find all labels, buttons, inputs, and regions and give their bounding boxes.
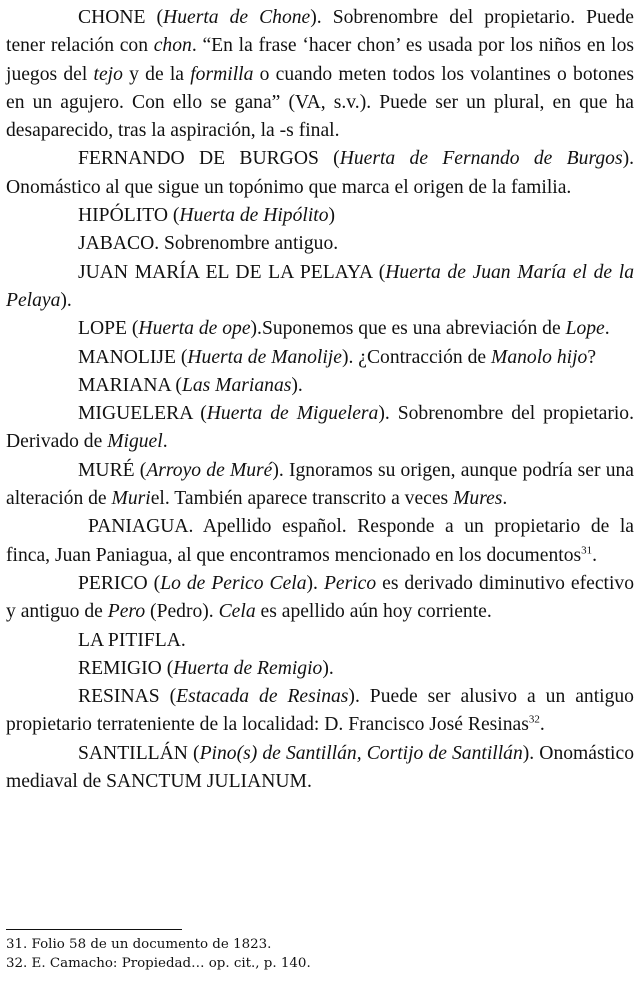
entry-text: .: [592, 544, 598, 566]
footnote-divider: [6, 929, 182, 930]
italic-text: Huerta de Remigio: [173, 657, 323, 679]
italic-text: Lo de Perico Cela: [160, 572, 307, 594]
entry-miguelera: [6, 400, 634, 457]
entry-resinas: [6, 683, 634, 740]
entry-text: el. También aparece transcrito a veces: [150, 488, 454, 510]
entry-text: ).: [322, 657, 334, 679]
entry-hipolito: [6, 202, 634, 230]
italic-text: Huerta de Chone: [163, 7, 311, 28]
toponym-entries: [6, 4, 634, 796]
entry-text: LOPE (: [78, 318, 139, 340]
entry-text: .: [539, 714, 545, 736]
entry-text: ). Onomástico mediaval de SANCTUM JULIANUM.: [6, 742, 634, 793]
entry-text: .: [502, 488, 508, 510]
entry-paniagua: [6, 513, 634, 570]
entry-text: . “En la frase ‘hacer chon’ es usada por los niños en los juegos del: [6, 35, 634, 85]
italic-text: Muri: [111, 488, 151, 510]
italic-text: Estacada de Resinas: [176, 686, 349, 708]
entry-text: (Pedro).: [145, 601, 219, 623]
entry-text: ): [328, 205, 336, 227]
entry-la-pitifla: [6, 627, 634, 655]
italic-text: Huerta de Miguelera: [206, 403, 379, 425]
entry-text: SANTILLÁN (: [78, 742, 200, 764]
entry-text: es derivado diminutivo efectivo y antiguo de: [6, 572, 635, 623]
italic-text: Huerta de Hipólito: [179, 205, 329, 227]
entry-perico: [6, 570, 634, 627]
entry-text: JABACO. Sobrenombre antiguo.: [78, 233, 339, 255]
entry-text: FERNANDO DE BURGOS (: [78, 148, 340, 170]
italic-text: chon: [153, 35, 192, 57]
entry-text: PERICO (: [78, 572, 161, 594]
entry-text: ).: [60, 289, 72, 311]
entry-juan-maria-el-de-la-pelaya: [6, 259, 634, 316]
entry-text: .: [162, 431, 168, 453]
italic-text: Huerta de Fernando de Burgos: [339, 148, 623, 170]
entry-chone: [6, 4, 634, 145]
entry-text: PANIAGUA. Apellido español. Responde a un propietario de la finca, Juan Paniagua, al que encontramos mencionado en los documentos: [6, 516, 634, 566]
italic-text: tejo: [93, 63, 123, 85]
document-page: [6, 4, 634, 796]
entry-text: y de la: [122, 63, 191, 85]
entry-text: HIPÓLITO (: [78, 205, 180, 227]
italic-text: Mures: [453, 488, 503, 510]
entry-mure: [6, 457, 634, 514]
footnote-32: 32. E. Camacho: Propiedad… op. cit., p. 140.: [6, 956, 311, 971]
italic-text: Huerta de ope: [138, 318, 251, 340]
italic-text: Huerta de Manolije: [187, 346, 342, 368]
footnote-31: 31. Folio 58 de un documento de 1823.: [6, 937, 272, 952]
entry-text: ).: [291, 374, 303, 396]
entry-text: JUAN MARÍA EL DE LA PELAYA (: [78, 261, 386, 283]
entry-fernando-de-burgos: [6, 145, 634, 202]
entry-text: MANOLIJE (: [78, 346, 188, 368]
entry-text: MURÉ (: [78, 459, 147, 481]
entry-text: LA PITIFLA.: [78, 629, 186, 651]
entry-text: o cuando meten todos los volantines o botones en un agujero. Con ello se gana” (VA, s.v.). Puede ser un plural, en que ha desaparecido, tras la aspiración, la -s final.: [6, 63, 634, 142]
italic-text: Huerta de Juan María el de la Pelaya: [6, 261, 635, 311]
entry-text: ).Suponemos que es una abreviación de: [250, 318, 566, 340]
italic-text: Perico: [323, 572, 377, 594]
italic-text: Arroyo de Muré: [146, 459, 273, 481]
italic-text: Cela: [218, 601, 256, 623]
entry-santillan: [6, 740, 634, 797]
entry-lope: [6, 315, 634, 343]
entry-text: ).: [306, 572, 324, 594]
italic-text: Lope: [565, 318, 605, 340]
footnotes: [6, 935, 634, 973]
entry-text: ?: [587, 346, 597, 368]
italic-text: Miguel: [107, 431, 163, 453]
entry-text: REMIGIO (: [78, 657, 174, 679]
entry-text: ). Onomástico al que sigue un topónimo que marca el origen de la familia.: [6, 148, 635, 198]
entry-text: MARIANA (: [78, 374, 182, 396]
footnote-ref: 31: [581, 544, 593, 557]
italic-text: Manolo hijo: [491, 346, 588, 368]
entry-text: ). Ignoramos su origen, aunque podría ser una alteración de: [6, 459, 634, 510]
entry-text: MIGUELERA (: [78, 403, 207, 425]
italic-text: Pino(s) de Santillán, Cortijo de Santillán: [199, 742, 523, 764]
entry-text: .: [604, 318, 610, 340]
entry-text: ). Puede ser alusivo a un antiguo propietario terrateniente de la localidad: D. Francisco José Resinas: [6, 686, 634, 736]
italic-text: formilla: [190, 63, 254, 85]
entry-jabaco: [6, 230, 634, 258]
entry-manolije: [6, 344, 634, 372]
entry-mariana: [6, 372, 634, 400]
entry-text: ). Sobrenombre del propietario. Puede tener relación con: [6, 7, 634, 57]
entry-text: ). Sobrenombre del propietario. Derivado de: [6, 403, 634, 453]
footnote-ref: 32: [528, 713, 540, 726]
entry-text: CHONE (: [78, 7, 164, 28]
entry-remigio: [6, 655, 634, 683]
entry-text: es apellido aún hoy corriente.: [255, 601, 492, 623]
entry-text: ). ¿Contracción de: [341, 346, 492, 368]
italic-text: Pero: [107, 601, 146, 623]
entry-text: RESINAS (: [78, 686, 177, 708]
italic-text: Las Marianas: [181, 374, 292, 396]
